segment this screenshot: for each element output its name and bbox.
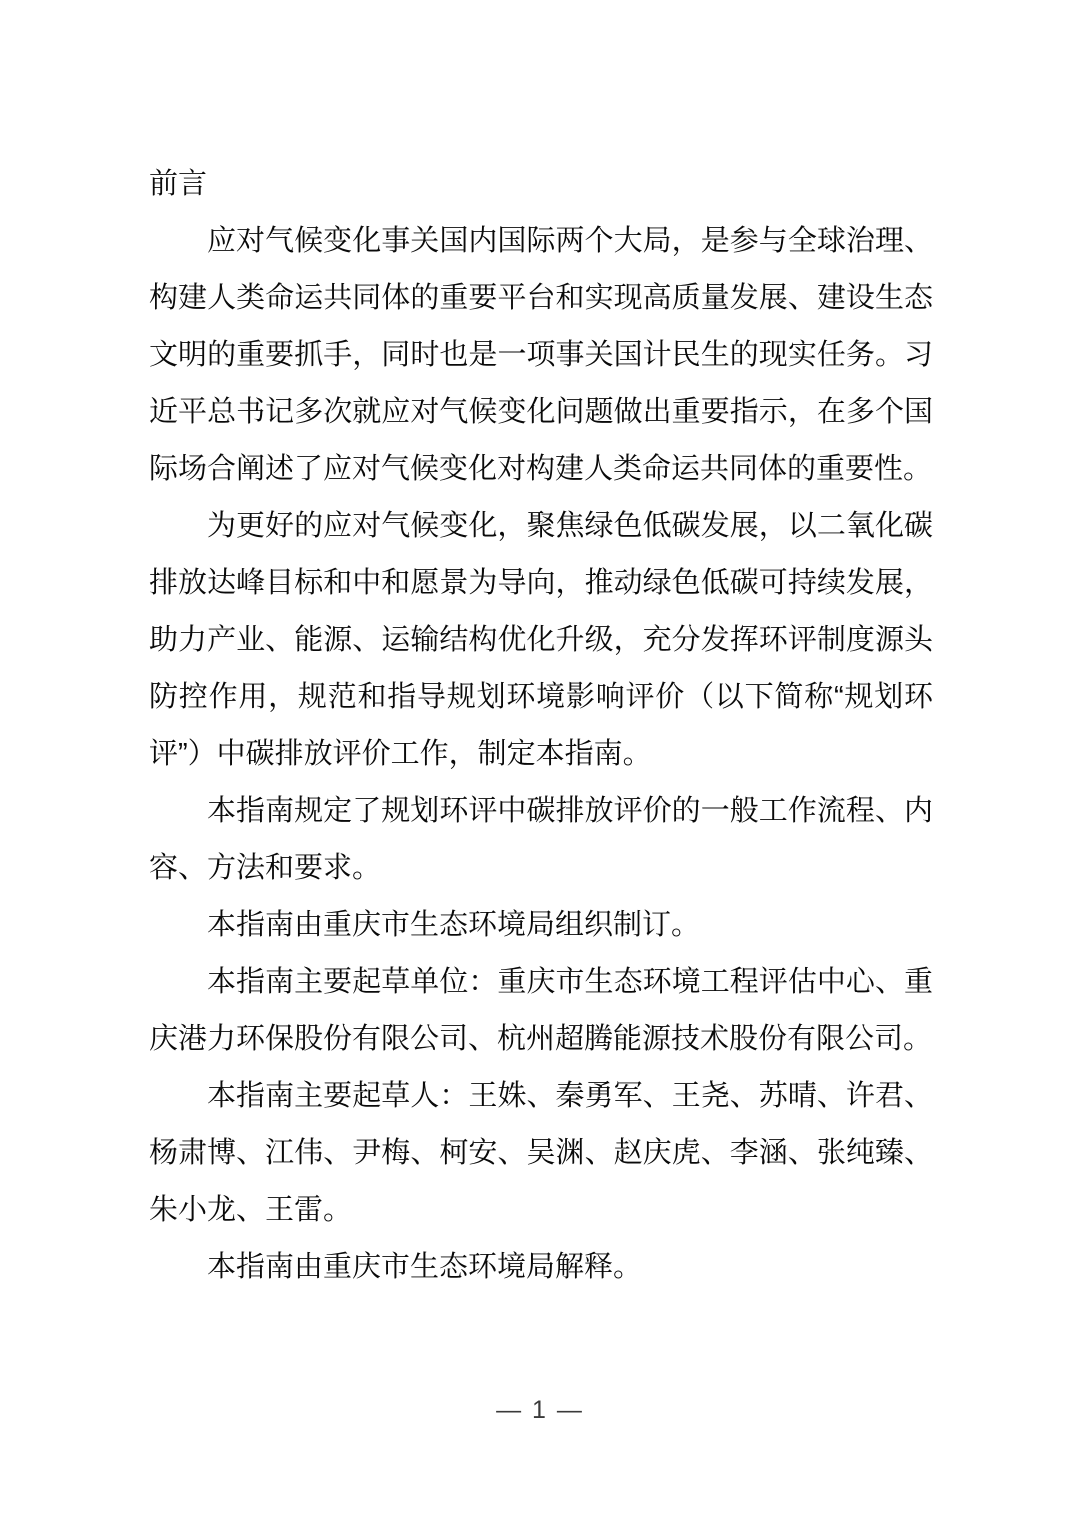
paragraph-drafters: 本指南主要起草人：王姝、秦勇军、王尧、苏晴、许君、杨肃博、江伟、尹梅、柯安、吴渊、赵庆虎、李涵、张纯臻、朱小龙、王雷。: [149, 1080, 933, 1226]
paragraph-drafting-units: 本指南主要起草单位：重庆市生态环境工程评估中心、重庆港力环保股份有限公司、杭州超腾能源技术股份有限公司。: [149, 966, 933, 1055]
paragraph-intro-climate: 应对气候变化事关国内国际两个大局，是参与全球治理、构建人类命运共同体的重要平台和实现高质量发展、建设生态文明的重要抓手，同时也是一项事关国计民生的现实任务。习近平总书记多次就应对气候变化问题做出重要指示，在多个国际场合阐述了应对气候变化对构建人类命运共同体的重要性。: [149, 225, 933, 485]
paragraph-purpose: 为更好的应对气候变化，聚焦绿色低碳发展，以二氧化碳排放达峰目标和中和愿景为导向，推动绿色低碳可持续发展，助力产业、能源、运输结构优化升级，充分发挥环评制度源头防控作用，规范和指导规划环境影响评价（以下简称“规划环评”）中碳排放评价工作，制定本指南。: [149, 510, 933, 770]
page-number: — 1 —: [496, 1396, 584, 1424]
paragraph-scope: 本指南规定了规划环评中碳排放评价的一般工作流程、内容、方法和要求。: [149, 795, 933, 884]
paragraph-interpretation: 本指南由重庆市生态环境局解释。: [207, 1251, 643, 1283]
text-block: [149, 156, 933, 1296]
page-title: 前言: [149, 168, 208, 200]
paragraph-organizer: 本指南由重庆市生态环境局组织制订。: [207, 909, 701, 941]
